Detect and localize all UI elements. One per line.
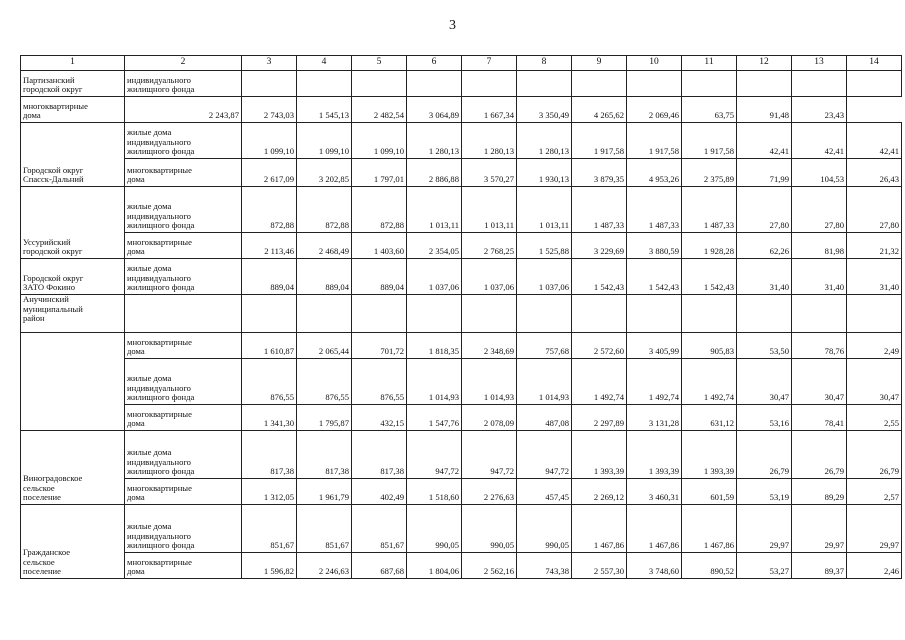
value-cell: 30,47 bbox=[847, 359, 902, 405]
value-cell: 1 099,10 bbox=[352, 123, 407, 159]
value-cell: 1 393,39 bbox=[572, 431, 627, 479]
housing-type-cell: многоквартирные дома bbox=[125, 479, 242, 505]
value-cell: 26,79 bbox=[737, 431, 792, 479]
value-cell: 31,40 bbox=[792, 259, 847, 295]
value-cell: 78,76 bbox=[792, 333, 847, 359]
value-cell: 2 375,89 bbox=[682, 159, 737, 187]
value-cell bbox=[297, 295, 352, 333]
header-cell: 5 bbox=[352, 56, 407, 71]
value-cell: 89,37 bbox=[792, 553, 847, 579]
value-cell: 1 797,01 bbox=[352, 159, 407, 187]
value-cell: 2 743,03 bbox=[242, 97, 297, 123]
value-cell: 1 393,39 bbox=[627, 431, 682, 479]
value-cell: 29,97 bbox=[847, 505, 902, 553]
value-cell: 27,80 bbox=[792, 187, 847, 233]
table-row bbox=[21, 123, 902, 159]
value-cell: 2 269,12 bbox=[572, 479, 627, 505]
value-cell: 62,26 bbox=[737, 233, 792, 259]
value-cell: 2 243,87 bbox=[125, 97, 242, 123]
value-cell: 1 467,86 bbox=[682, 505, 737, 553]
value-cell: 42,41 bbox=[792, 123, 847, 159]
table-row bbox=[21, 295, 902, 333]
value-cell: 30,47 bbox=[737, 359, 792, 405]
value-cell: 1 542,43 bbox=[627, 259, 682, 295]
value-cell: 743,38 bbox=[517, 553, 572, 579]
value-cell: 990,05 bbox=[517, 505, 572, 553]
table-row bbox=[21, 159, 902, 187]
value-cell: 1 547,76 bbox=[407, 405, 462, 431]
value-cell: 851,67 bbox=[242, 505, 297, 553]
value-cell: 1 487,33 bbox=[627, 187, 682, 233]
value-cell: 947,72 bbox=[517, 431, 572, 479]
header-cell: 3 bbox=[242, 56, 297, 71]
value-cell: 889,04 bbox=[352, 259, 407, 295]
entity-name-cell: Гражданское сельское поселение bbox=[21, 505, 125, 579]
header-cell: 14 bbox=[847, 56, 902, 71]
value-cell: 2 276,63 bbox=[462, 479, 517, 505]
value-cell: 2 557,30 bbox=[572, 553, 627, 579]
value-cell bbox=[682, 295, 737, 333]
value-cell: 29,97 bbox=[792, 505, 847, 553]
table-row bbox=[21, 259, 902, 295]
entity-name-cell: Партизанский городской округ bbox=[21, 71, 125, 97]
value-cell: 2 768,25 bbox=[462, 233, 517, 259]
table-row bbox=[21, 431, 902, 479]
value-cell: 1 525,88 bbox=[517, 233, 572, 259]
value-cell: 851,67 bbox=[297, 505, 352, 553]
value-cell: 889,04 bbox=[297, 259, 352, 295]
header-cell: 4 bbox=[297, 56, 352, 71]
value-cell: 876,55 bbox=[242, 359, 297, 405]
value-cell: 1 037,06 bbox=[517, 259, 572, 295]
housing-type-cell: индивидуального жилищного фонда bbox=[125, 71, 242, 97]
value-cell: 53,50 bbox=[737, 333, 792, 359]
value-cell: 817,38 bbox=[242, 431, 297, 479]
value-cell: 2 617,09 bbox=[242, 159, 297, 187]
table-row bbox=[21, 97, 902, 123]
header-cell: 10 bbox=[627, 56, 682, 71]
value-cell: 1 487,33 bbox=[682, 187, 737, 233]
value-cell: 432,15 bbox=[352, 405, 407, 431]
value-cell: 78,41 bbox=[792, 405, 847, 431]
housing-type-cell: многоквартирные дома bbox=[125, 233, 242, 259]
header-cell: 2 bbox=[125, 56, 242, 71]
value-cell: 30,47 bbox=[792, 359, 847, 405]
value-cell: 21,32 bbox=[847, 233, 902, 259]
value-cell: 3 405,99 bbox=[627, 333, 682, 359]
value-cell: 1 492,74 bbox=[682, 359, 737, 405]
value-cell: 53,19 bbox=[737, 479, 792, 505]
housing-type-cell: жилые дома индивидуального жилищного фонда bbox=[125, 187, 242, 233]
value-cell: 1 542,43 bbox=[682, 259, 737, 295]
value-cell: 3 748,60 bbox=[627, 553, 682, 579]
value-cell: 1 014,93 bbox=[517, 359, 572, 405]
value-cell: 1 667,34 bbox=[462, 97, 517, 123]
value-cell: 3 131,28 bbox=[627, 405, 682, 431]
value-cell: 1 014,93 bbox=[462, 359, 517, 405]
table-row bbox=[21, 479, 902, 505]
value-cell: 1 930,13 bbox=[517, 159, 572, 187]
value-cell: 1 917,58 bbox=[682, 123, 737, 159]
value-cell bbox=[682, 71, 737, 97]
value-cell: 1 393,39 bbox=[682, 431, 737, 479]
header-cell: 1 bbox=[21, 56, 125, 71]
value-cell: 872,88 bbox=[242, 187, 297, 233]
entity-name-cell: Уссурийский городской округ bbox=[21, 187, 125, 259]
value-cell: 3 460,31 bbox=[627, 479, 682, 505]
value-cell: 2,46 bbox=[847, 553, 902, 579]
value-cell bbox=[352, 295, 407, 333]
entity-name-cell bbox=[21, 333, 125, 431]
housing-type-cell: жилые дома индивидуального жилищного фонда bbox=[125, 505, 242, 553]
value-cell: 2,57 bbox=[847, 479, 902, 505]
value-cell: 3 064,89 bbox=[407, 97, 462, 123]
value-cell: 1 487,33 bbox=[572, 187, 627, 233]
value-cell: 990,05 bbox=[462, 505, 517, 553]
value-cell: 27,80 bbox=[737, 187, 792, 233]
value-cell: 104,53 bbox=[792, 159, 847, 187]
value-cell: 71,99 bbox=[737, 159, 792, 187]
housing-type-cell: многоквартирные дома bbox=[125, 405, 242, 431]
value-cell bbox=[847, 71, 902, 97]
table-row bbox=[21, 359, 902, 405]
value-cell bbox=[847, 295, 902, 333]
value-cell: 53,16 bbox=[737, 405, 792, 431]
value-cell: 23,43 bbox=[792, 97, 847, 123]
value-cell: 1 341,30 bbox=[242, 405, 297, 431]
value-cell: 687,68 bbox=[352, 553, 407, 579]
value-cell: 601,59 bbox=[682, 479, 737, 505]
housing-type-cell: жилые дома индивидуального жилищного фонда bbox=[125, 259, 242, 295]
value-cell: 2 562,16 bbox=[462, 553, 517, 579]
value-cell: 27,80 bbox=[847, 187, 902, 233]
table-row bbox=[21, 233, 902, 259]
value-cell: 1 280,13 bbox=[517, 123, 572, 159]
value-cell: 2 113,46 bbox=[242, 233, 297, 259]
entity-name-cell: Городской округ ЗАТО Фокино bbox=[21, 259, 125, 295]
table-row bbox=[21, 187, 902, 233]
value-cell bbox=[737, 295, 792, 333]
value-cell: 2 348,69 bbox=[462, 333, 517, 359]
housing-type-cell: жилые дома индивидуального жилищного фонда bbox=[125, 123, 242, 159]
value-cell: 42,41 bbox=[847, 123, 902, 159]
table-body bbox=[21, 71, 902, 579]
value-cell: 3 202,85 bbox=[297, 159, 352, 187]
entity-name-cell: Анучинский муниципальный район bbox=[21, 295, 125, 333]
value-cell bbox=[572, 295, 627, 333]
housing-type-cell: жилые дома индивидуального жилищного фонда bbox=[125, 431, 242, 479]
value-cell: 851,67 bbox=[352, 505, 407, 553]
value-cell: 81,98 bbox=[792, 233, 847, 259]
value-cell: 1 099,10 bbox=[297, 123, 352, 159]
value-cell: 1 467,86 bbox=[627, 505, 682, 553]
value-cell: 2 078,09 bbox=[462, 405, 517, 431]
value-cell: 1 403,60 bbox=[352, 233, 407, 259]
value-cell: 3 350,49 bbox=[517, 97, 572, 123]
value-cell bbox=[242, 295, 297, 333]
value-cell: 2 069,46 bbox=[627, 97, 682, 123]
value-cell: 2,49 bbox=[847, 333, 902, 359]
page-number: 3 bbox=[449, 18, 456, 33]
value-cell: 26,79 bbox=[792, 431, 847, 479]
value-cell: 757,68 bbox=[517, 333, 572, 359]
value-cell: 1 013,11 bbox=[407, 187, 462, 233]
value-cell: 3 880,59 bbox=[627, 233, 682, 259]
value-cell: 631,12 bbox=[682, 405, 737, 431]
value-cell: 1 596,82 bbox=[242, 553, 297, 579]
value-cell: 1 280,13 bbox=[407, 123, 462, 159]
value-cell: 2,55 bbox=[847, 405, 902, 431]
value-cell: 817,38 bbox=[297, 431, 352, 479]
value-cell bbox=[407, 295, 462, 333]
table-row bbox=[21, 333, 902, 359]
value-cell: 2 572,60 bbox=[572, 333, 627, 359]
value-cell: 1 928,28 bbox=[682, 233, 737, 259]
value-cell: 2 482,54 bbox=[352, 97, 407, 123]
table-row bbox=[21, 405, 902, 431]
value-cell: 876,55 bbox=[352, 359, 407, 405]
value-cell: 890,52 bbox=[682, 553, 737, 579]
value-cell: 1 013,11 bbox=[462, 187, 517, 233]
value-cell: 1 312,05 bbox=[242, 479, 297, 505]
housing-type-cell: жилые дома индивидуального жилищного фонда bbox=[125, 359, 242, 405]
value-cell: 947,72 bbox=[407, 431, 462, 479]
value-cell: 1 492,74 bbox=[627, 359, 682, 405]
value-cell: 1 917,58 bbox=[572, 123, 627, 159]
value-cell: 487,08 bbox=[517, 405, 572, 431]
value-cell bbox=[517, 295, 572, 333]
value-cell: 872,88 bbox=[352, 187, 407, 233]
header-cell: 6 bbox=[407, 56, 462, 71]
value-cell: 31,40 bbox=[737, 259, 792, 295]
value-cell: 457,45 bbox=[517, 479, 572, 505]
value-cell: 3 229,69 bbox=[572, 233, 627, 259]
table-row bbox=[21, 71, 902, 97]
value-cell: 2 297,89 bbox=[572, 405, 627, 431]
housing-type-cell bbox=[125, 295, 242, 333]
value-cell: 2 886,88 bbox=[407, 159, 462, 187]
value-cell bbox=[407, 71, 462, 97]
value-cell: 701,72 bbox=[352, 333, 407, 359]
value-cell: 1 818,35 bbox=[407, 333, 462, 359]
value-cell bbox=[242, 71, 297, 97]
value-cell: 1 545,13 bbox=[297, 97, 352, 123]
value-cell: 1 610,87 bbox=[242, 333, 297, 359]
value-cell: 402,49 bbox=[352, 479, 407, 505]
value-cell bbox=[352, 71, 407, 97]
value-cell: 53,27 bbox=[737, 553, 792, 579]
header-cell: 11 bbox=[682, 56, 737, 71]
value-cell: 26,43 bbox=[847, 159, 902, 187]
entity-name-cell: Виноградовское сельское поселение bbox=[21, 431, 125, 505]
value-cell bbox=[517, 71, 572, 97]
value-cell: 1 917,58 bbox=[627, 123, 682, 159]
value-cell: 889,04 bbox=[242, 259, 297, 295]
value-cell: 1 467,86 bbox=[572, 505, 627, 553]
value-cell bbox=[792, 71, 847, 97]
value-cell bbox=[462, 295, 517, 333]
value-cell: 1 037,06 bbox=[462, 259, 517, 295]
table-row bbox=[21, 553, 902, 579]
value-cell: 1 037,06 bbox=[407, 259, 462, 295]
table-row bbox=[21, 505, 902, 553]
header-cell: 13 bbox=[792, 56, 847, 71]
value-cell: 1 961,79 bbox=[297, 479, 352, 505]
value-cell: 905,83 bbox=[682, 333, 737, 359]
value-cell bbox=[297, 71, 352, 97]
value-cell: 2 354,05 bbox=[407, 233, 462, 259]
value-cell bbox=[792, 295, 847, 333]
value-cell: 1 518,60 bbox=[407, 479, 462, 505]
value-cell: 1 542,43 bbox=[572, 259, 627, 295]
value-cell bbox=[572, 71, 627, 97]
header-cell: 8 bbox=[517, 56, 572, 71]
value-cell: 26,79 bbox=[847, 431, 902, 479]
value-cell: 2 065,44 bbox=[297, 333, 352, 359]
value-cell: 91,48 bbox=[737, 97, 792, 123]
housing-type-cell: многоквартирные дома bbox=[125, 159, 242, 187]
value-cell bbox=[737, 71, 792, 97]
header-cell: 12 bbox=[737, 56, 792, 71]
value-cell: 1 014,93 bbox=[407, 359, 462, 405]
header-cell: 9 bbox=[572, 56, 627, 71]
value-cell: 1 013,11 bbox=[517, 187, 572, 233]
value-cell: 31,40 bbox=[847, 259, 902, 295]
value-cell bbox=[627, 295, 682, 333]
value-cell: 876,55 bbox=[297, 359, 352, 405]
value-cell: 4 953,26 bbox=[627, 159, 682, 187]
value-cell: 4 265,62 bbox=[572, 97, 627, 123]
value-cell: 990,05 bbox=[407, 505, 462, 553]
value-cell: 89,29 bbox=[792, 479, 847, 505]
value-cell: 947,72 bbox=[462, 431, 517, 479]
value-cell bbox=[462, 71, 517, 97]
housing-type-cell: многоквартирные дома bbox=[125, 553, 242, 579]
value-cell: 3 879,35 bbox=[572, 159, 627, 187]
value-cell: 1 099,10 bbox=[242, 123, 297, 159]
value-cell: 3 570,27 bbox=[462, 159, 517, 187]
header-row bbox=[21, 56, 902, 71]
value-cell bbox=[627, 71, 682, 97]
entity-name-cell: Городской округ Спасск-Дальний bbox=[21, 123, 125, 187]
tariff-table bbox=[20, 55, 902, 579]
header-cell: 7 bbox=[462, 56, 517, 71]
value-cell: 1 492,74 bbox=[572, 359, 627, 405]
value-cell: 1 804,06 bbox=[407, 553, 462, 579]
value-cell: 42,41 bbox=[737, 123, 792, 159]
value-cell: 29,97 bbox=[737, 505, 792, 553]
housing-type-cell: многоквартирные дома bbox=[125, 333, 242, 359]
housing-type-cell: многоквартирные дома bbox=[21, 97, 125, 123]
value-cell: 1 795,87 bbox=[297, 405, 352, 431]
value-cell: 2 246,63 bbox=[297, 553, 352, 579]
value-cell: 63,75 bbox=[682, 97, 737, 123]
value-cell: 2 468,49 bbox=[297, 233, 352, 259]
value-cell: 817,38 bbox=[352, 431, 407, 479]
value-cell: 872,88 bbox=[297, 187, 352, 233]
value-cell: 1 280,13 bbox=[462, 123, 517, 159]
